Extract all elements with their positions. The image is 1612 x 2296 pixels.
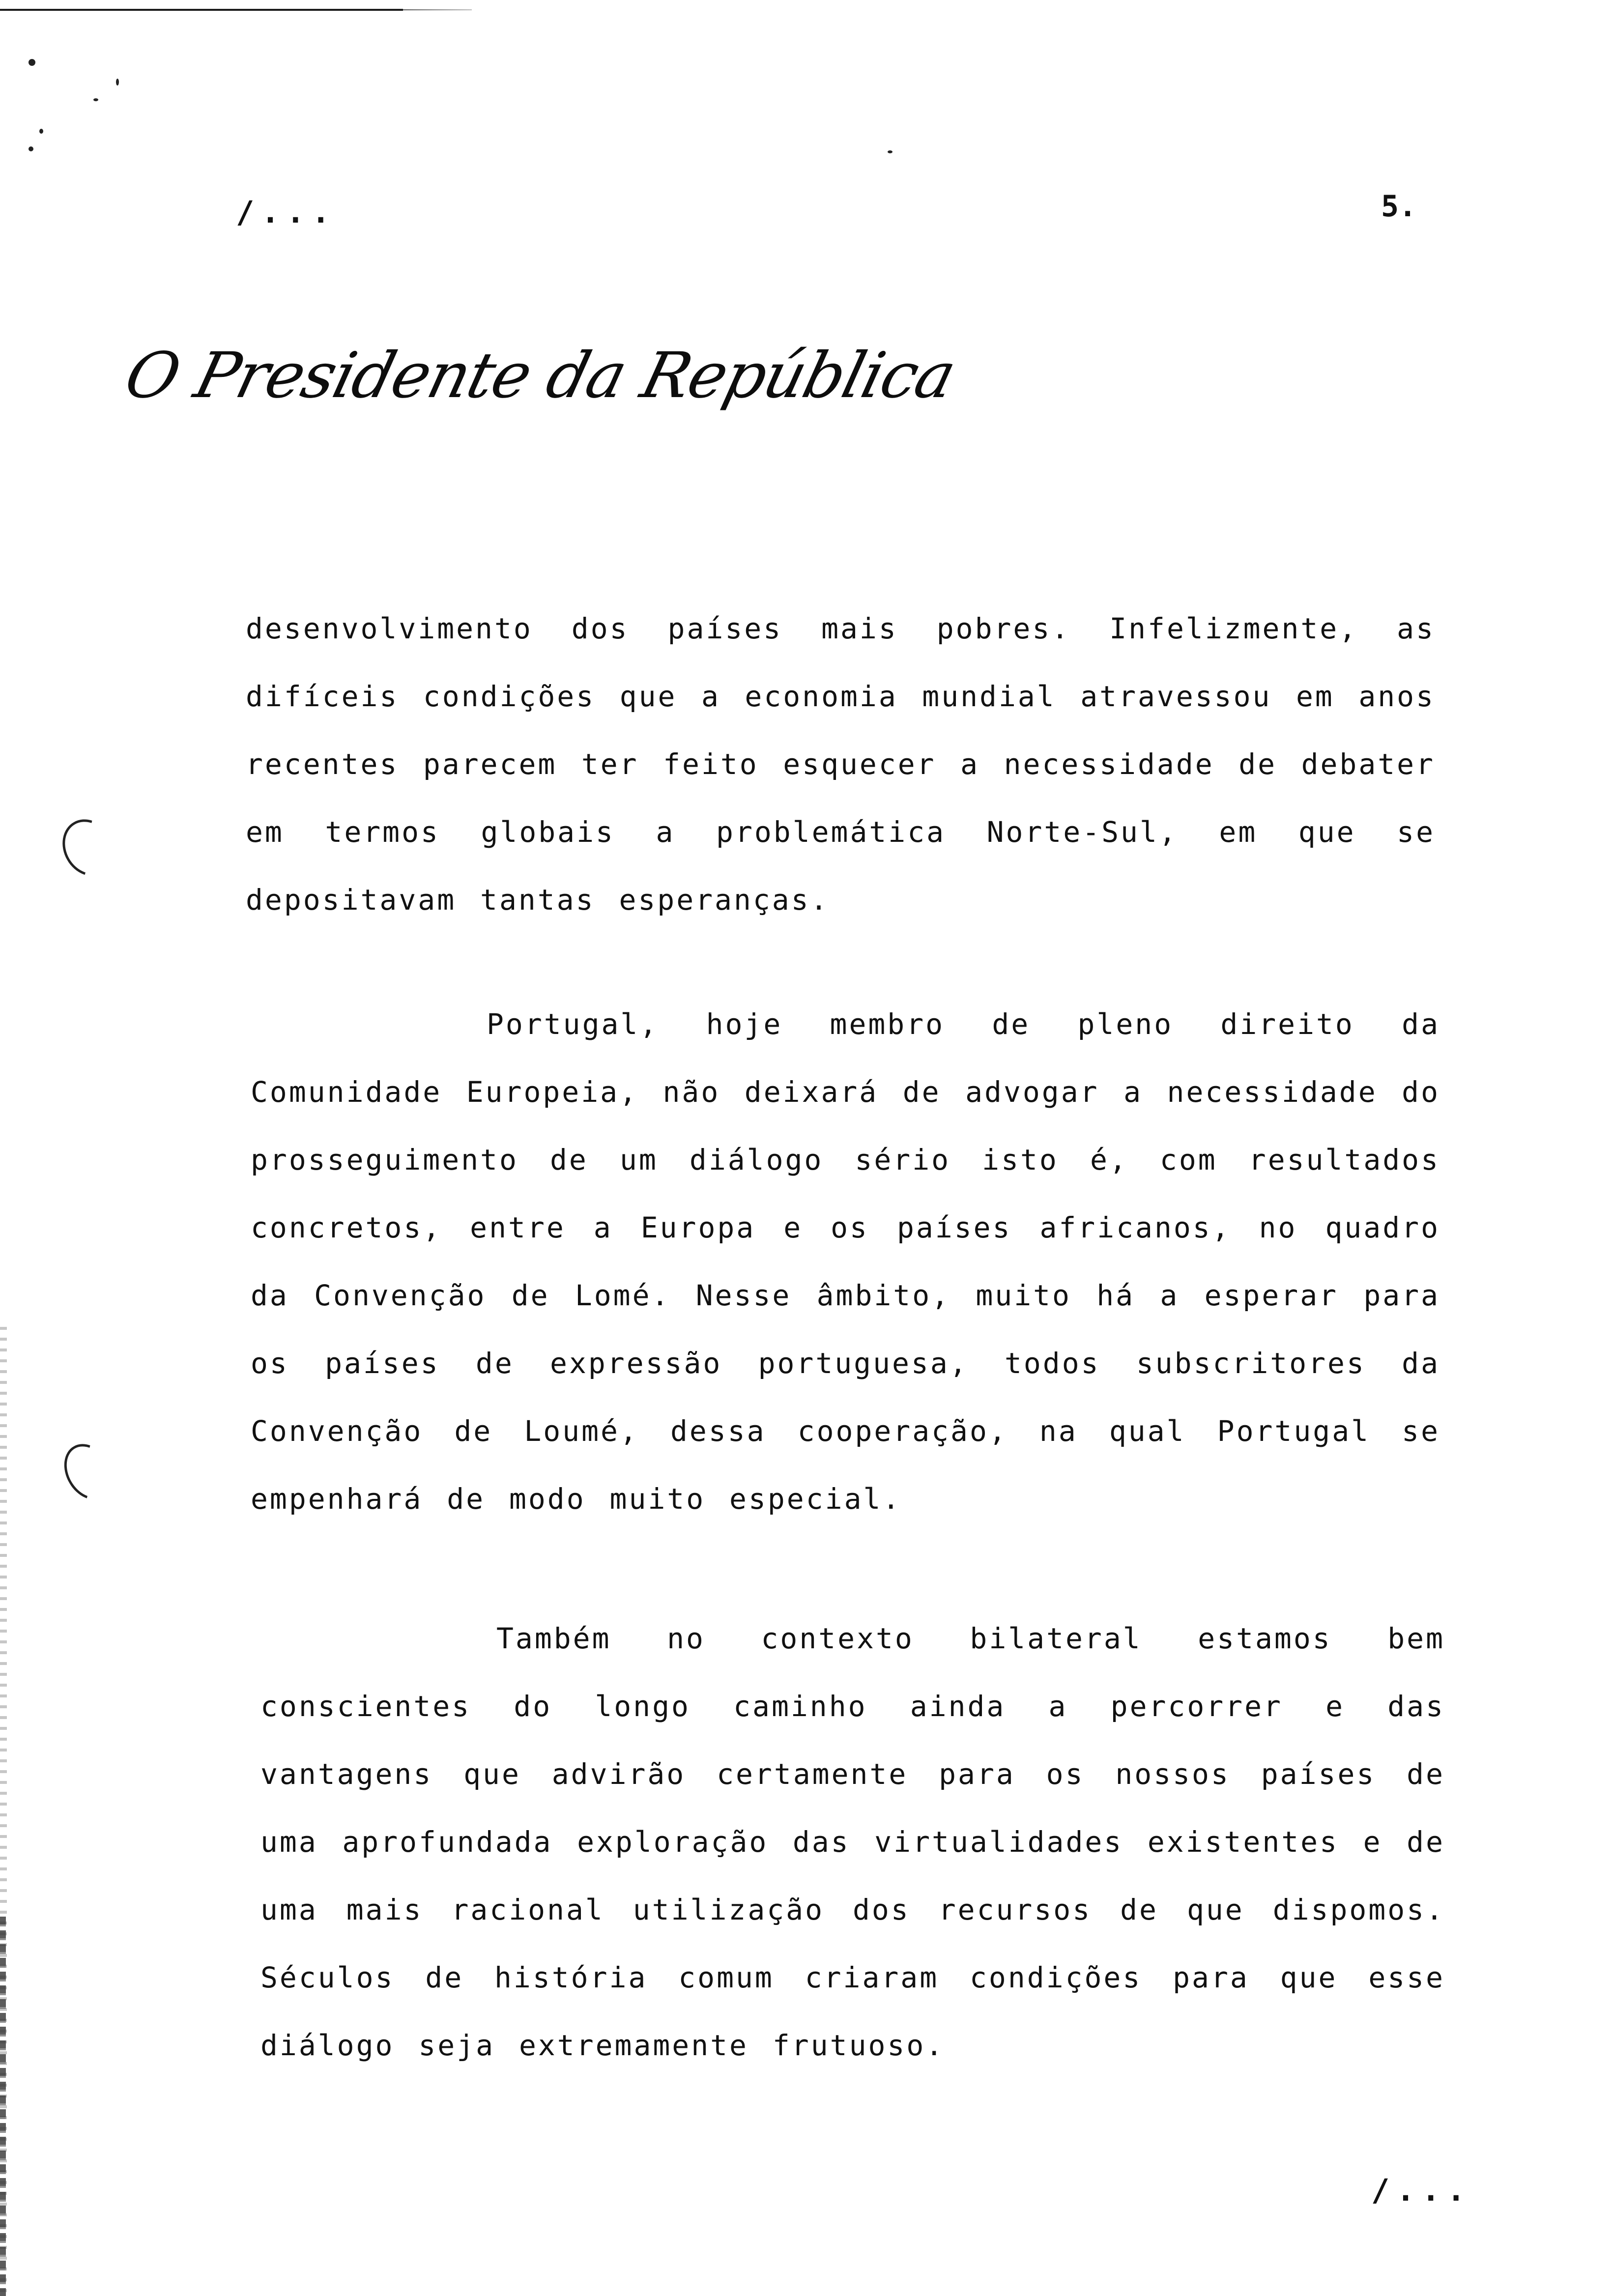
scan-speck (888, 150, 892, 153)
scan-speck (39, 129, 43, 134)
scan-speck (29, 146, 33, 151)
continuation-marker-bottom: /... (1371, 2172, 1472, 2208)
body-paragraph-2: Portugal, hoje membro de pleno direito da Comunidade Europeia, não deixará de advogar a necessidade do prosseguimento de um diálogo sério isto é, com resultados concretos, entre a Europa e os países africanos, no quadro da Convenção de Lomé. Nesse âmbito, muito há a esperar para os países de expressão portuguesa, todos subscritores da Convenção de Loumé, dessa cooperação, na qual Portugal se empenhará de modo muito especial. (251, 1007, 1440, 1516)
scan-top-rule (0, 9, 403, 11)
body-paragraph-1: desenvolvimento dos países mais pobres. Infelizmente, as difíceis condições que a economia mundial atravessou em anos recentes parecem ter feito esquecer a necessidade de debater em termos globais a problemática Norte-Sul, em que se depositavam tantas esperanças. (246, 612, 1435, 917)
body-paragraph-3: Também no contexto bilateral estamos bem conscientes do longo caminho ainda a percorrer e das vantagens que advirão certamente para os nossos países de uma aprofundada exploração das virtualidades existentes e de uma mais racional utilização dos recursos de que dispomos. Séculos de história comum criaram condições para que esse diálogo seja extremamente frutuoso. (260, 1622, 1445, 2062)
punch-hole-mark (55, 1435, 122, 1509)
scan-speck (29, 59, 35, 66)
scan-top-rule-fade (403, 9, 472, 10)
scan-speck (93, 98, 98, 101)
letterhead-title: O Presidente da República (118, 339, 962, 412)
page-number: 5. (1381, 189, 1417, 224)
scan-speck (116, 79, 119, 86)
continuation-marker-top: /... (236, 194, 337, 230)
scan-left-edge-dark (0, 1917, 6, 2296)
punch-hole-mark (53, 810, 125, 886)
